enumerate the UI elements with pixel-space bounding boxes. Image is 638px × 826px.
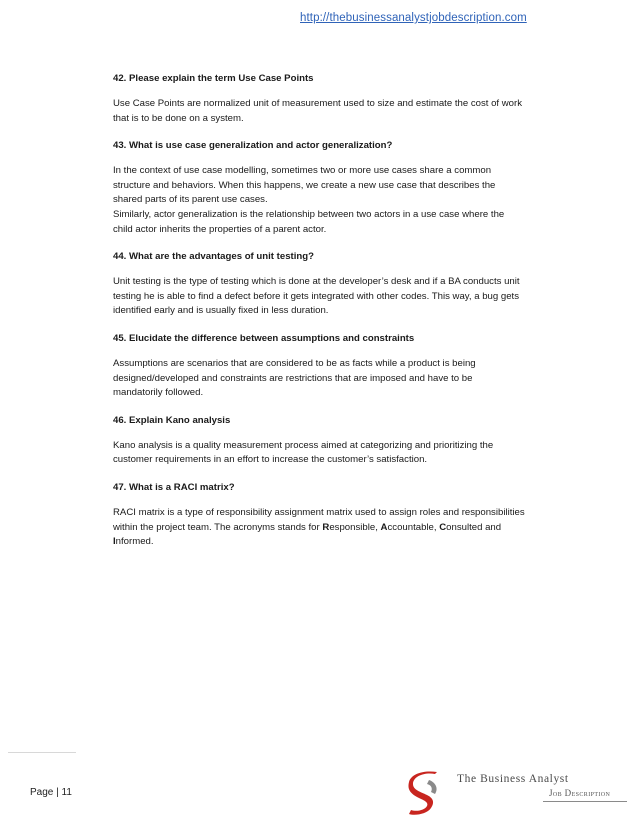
answer-45	[113, 357, 568, 401]
answer-text: within the project team. The acronyms stands for	[113, 521, 323, 533]
answer-line: structure and behaviors. When this happens, we create a new use case that describes the	[113, 179, 496, 191]
question-43: 43. What is use case generalization and actor generalization?	[113, 140, 393, 152]
question-42: 42. Please explain the term Use Case Points	[113, 73, 314, 84]
answer-line: Assumptions are scenarios that are considered to be as facts while a product is being	[113, 357, 476, 369]
question-47: 47. What is a RACI matrix?	[113, 481, 235, 493]
header-url-link[interactable]: http://thebusinessanalystjobdescription.com	[300, 12, 527, 24]
company-logo	[405, 770, 630, 818]
question-45: 45. Elucidate the difference between assumptions and constraints	[113, 332, 415, 344]
answer-line: Similarly, actor generalization is the relationship between two actors in a use case where the	[113, 208, 505, 220]
answer-line: designed/developed and constraints are restrictions that are imposed and have to be	[113, 372, 473, 384]
raci-a-rest: ccountable,	[387, 521, 440, 533]
raci-c-letter: C	[439, 521, 447, 533]
answer-line: child actor inherits the properties of a parent actor.	[113, 223, 327, 235]
answer-line-raci	[113, 521, 568, 536]
page-number: Page | 11	[30, 787, 72, 798]
answer-line: Use Case Points are normalized unit of measurement used to size and estimate the cost of work	[113, 98, 522, 109]
answer-line: Unit testing is the type of testing which is done at the developer’s desk and if a BA conducts unit	[113, 276, 520, 288]
raci-i-rest: nformed.	[115, 536, 154, 548]
answer-44	[113, 275, 568, 319]
answer-line: In the context of use case modelling, sometimes two or more use cases share a common	[113, 165, 492, 177]
footer-divider	[8, 752, 76, 753]
raci-r-rest: esponsible,	[329, 521, 381, 533]
answer-line-raci-end	[113, 535, 568, 550]
answer-line: customer requirements in an effort to increase the customer’s satisfaction.	[113, 454, 428, 466]
answer-line: shared parts of its parent use cases.	[113, 194, 268, 206]
raci-a-letter: A	[380, 521, 388, 533]
question-46: 46. Explain Kano analysis	[113, 414, 231, 426]
question-44: 44. What are the advantages of unit testing?	[113, 251, 314, 263]
raci-r-letter: R	[322, 521, 330, 533]
logo-subtitle: Job Description	[549, 788, 611, 798]
answer-line: Kano analysis is a quality measurement process aimed at categorizing and prioritizing the	[113, 439, 494, 451]
answer-42	[113, 97, 568, 126]
raci-c-rest: onsulted and	[446, 521, 502, 533]
qa-content	[113, 72, 568, 563]
answer-line: RACI matrix is a type of responsibility assignment matrix used to assign roles and responsibilities	[113, 506, 525, 518]
answer-line: mandatorily followed.	[113, 387, 204, 399]
answer-46	[113, 439, 568, 468]
answer-line: identified early and is usually fixed in less duration.	[113, 305, 329, 317]
raci-i-letter: I	[113, 536, 116, 548]
logo-title: The Business Analyst	[457, 773, 569, 785]
answer-line: that is to be done on a system.	[113, 112, 244, 124]
answer-43	[113, 164, 568, 237]
logo-s-mark-icon	[405, 770, 441, 818]
answer-line: testing he is able to find a defect before it gets integrated with other codes. This way, a bug gets	[113, 290, 520, 302]
answer-47	[113, 506, 568, 550]
logo-underline	[543, 801, 627, 802]
